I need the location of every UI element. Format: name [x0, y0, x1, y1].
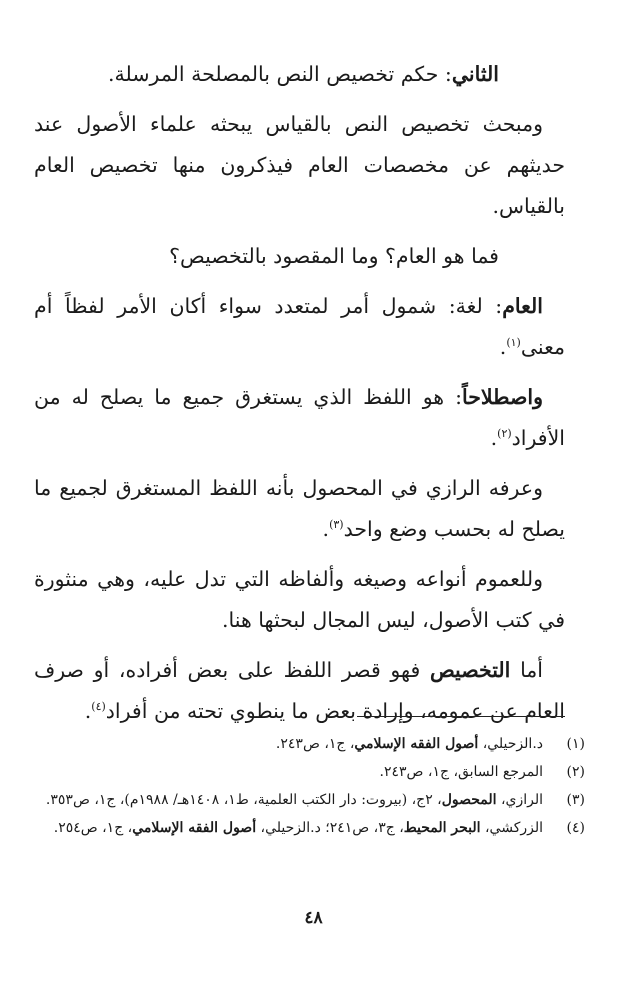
paragraph-question	[34, 236, 565, 277]
footnote-ref[interactable]: (٣)	[329, 518, 344, 532]
footnote-item	[34, 758, 585, 786]
paragraph-general-technical	[34, 377, 565, 459]
period: .	[499, 335, 507, 359]
footnote-title: أصول الفقه الإسلامي	[354, 736, 479, 752]
paragraph-razi-definition	[34, 468, 565, 550]
footnote-text	[34, 730, 543, 758]
term-specification: التخصيص	[429, 658, 511, 682]
footnote-divider	[357, 716, 565, 717]
footnote-number: (٤)	[566, 820, 585, 836]
footnote-ref[interactable]: (٤)	[91, 700, 106, 714]
paragraph-text: وللعموم أنواعه وصيغه وألفاظه التي تدل عليه، وهي منثورة في كتب الأصول، ليس المجال لبحثها هنا.	[34, 567, 565, 632]
footnotes	[34, 730, 585, 842]
paragraph-analogy-topic	[34, 104, 565, 227]
footnote-text	[34, 814, 543, 842]
footnote-text	[34, 786, 543, 814]
paragraph-text: فما هو العام؟ وما المقصود بالتخصيص؟	[169, 244, 499, 268]
footnote-ref[interactable]: (١)	[506, 336, 521, 350]
footnote-text	[34, 758, 543, 786]
period: .	[84, 699, 92, 723]
paragraph-text: : هو اللفظ الذي يستغرق جميع ما يصلح له من الأفراد	[34, 385, 565, 450]
page-number: ٤٨	[304, 908, 323, 928]
footnote-ref[interactable]: (٢)	[497, 427, 512, 441]
footnote-author: المرجع السابق، ج١، ص٢٤٣.	[379, 764, 543, 780]
paragraph-text: : لغة: شمول أمر لمتعدد سواء أكان الأمر لفظاً أم معنى	[34, 294, 565, 359]
period: .	[322, 517, 330, 541]
footnote-item	[34, 730, 585, 758]
paragraph-lead: أما	[520, 658, 543, 682]
period: .	[490, 426, 498, 450]
term-general: العام	[502, 294, 543, 318]
footnote-title: المحصول	[441, 792, 497, 808]
footnote-item	[34, 814, 585, 842]
paragraph-text: فهو قصر اللفظ على بعض أفراده، أو صرف العام عن عمومه، وإرادة بعض ما ينطوي تحته من أفراد	[34, 658, 565, 723]
footnote-detail: ، ج١، ص٢٤٣.	[275, 736, 355, 752]
paragraph-text: : حكم تخصيص النص بالمصلحة المرسلة.	[108, 62, 452, 86]
footnote-detail: ، ٢ج، (بيروت: دار الكتب العلمية، ط١، ١٤٠٨هـ/ ١٩٨٨م)، ج١، ص٣٥٣.	[45, 792, 442, 808]
footnote-author: الرازي،	[496, 792, 543, 808]
footnote-author: الزركشي،	[480, 820, 543, 836]
paragraph-text: ومبحث تخصيص النص بالقياس يبحثه علماء الأصول عند حديثهم عن مخصصات العام فيذكرون منها تخصيص العام بالقياس.	[34, 112, 565, 218]
footnote-number: (٢)	[566, 764, 585, 780]
footnote-detail: ، ج١، ص٢٥٤.	[53, 820, 133, 836]
paragraph-general-forms	[34, 559, 565, 641]
paragraph-specification	[34, 650, 565, 732]
footnote-detail: ، ج٣، ص٢٤١؛ د.الزحيلي،	[256, 820, 404, 836]
paragraph-general-language	[34, 286, 565, 368]
footnote-number: (١)	[566, 736, 585, 752]
page-body	[34, 54, 565, 741]
footnote-author: د.الزحيلي،	[478, 736, 543, 752]
footnote-title: أصول الفقه الإسلامي	[132, 820, 257, 836]
footnote-title: البحر المحيط	[403, 820, 481, 836]
term-technically: واصطلاحاً	[462, 385, 543, 409]
term-second: الثاني	[451, 62, 499, 86]
footnote-number: (٣)	[566, 792, 585, 808]
paragraph-text: وعرفه الرازي في المحصول بأنه اللفظ المستغرق لجميع ما يصلح له بحسب وضع واحد	[34, 476, 565, 541]
paragraph-second-point	[34, 54, 565, 95]
footnote-item	[34, 786, 585, 814]
